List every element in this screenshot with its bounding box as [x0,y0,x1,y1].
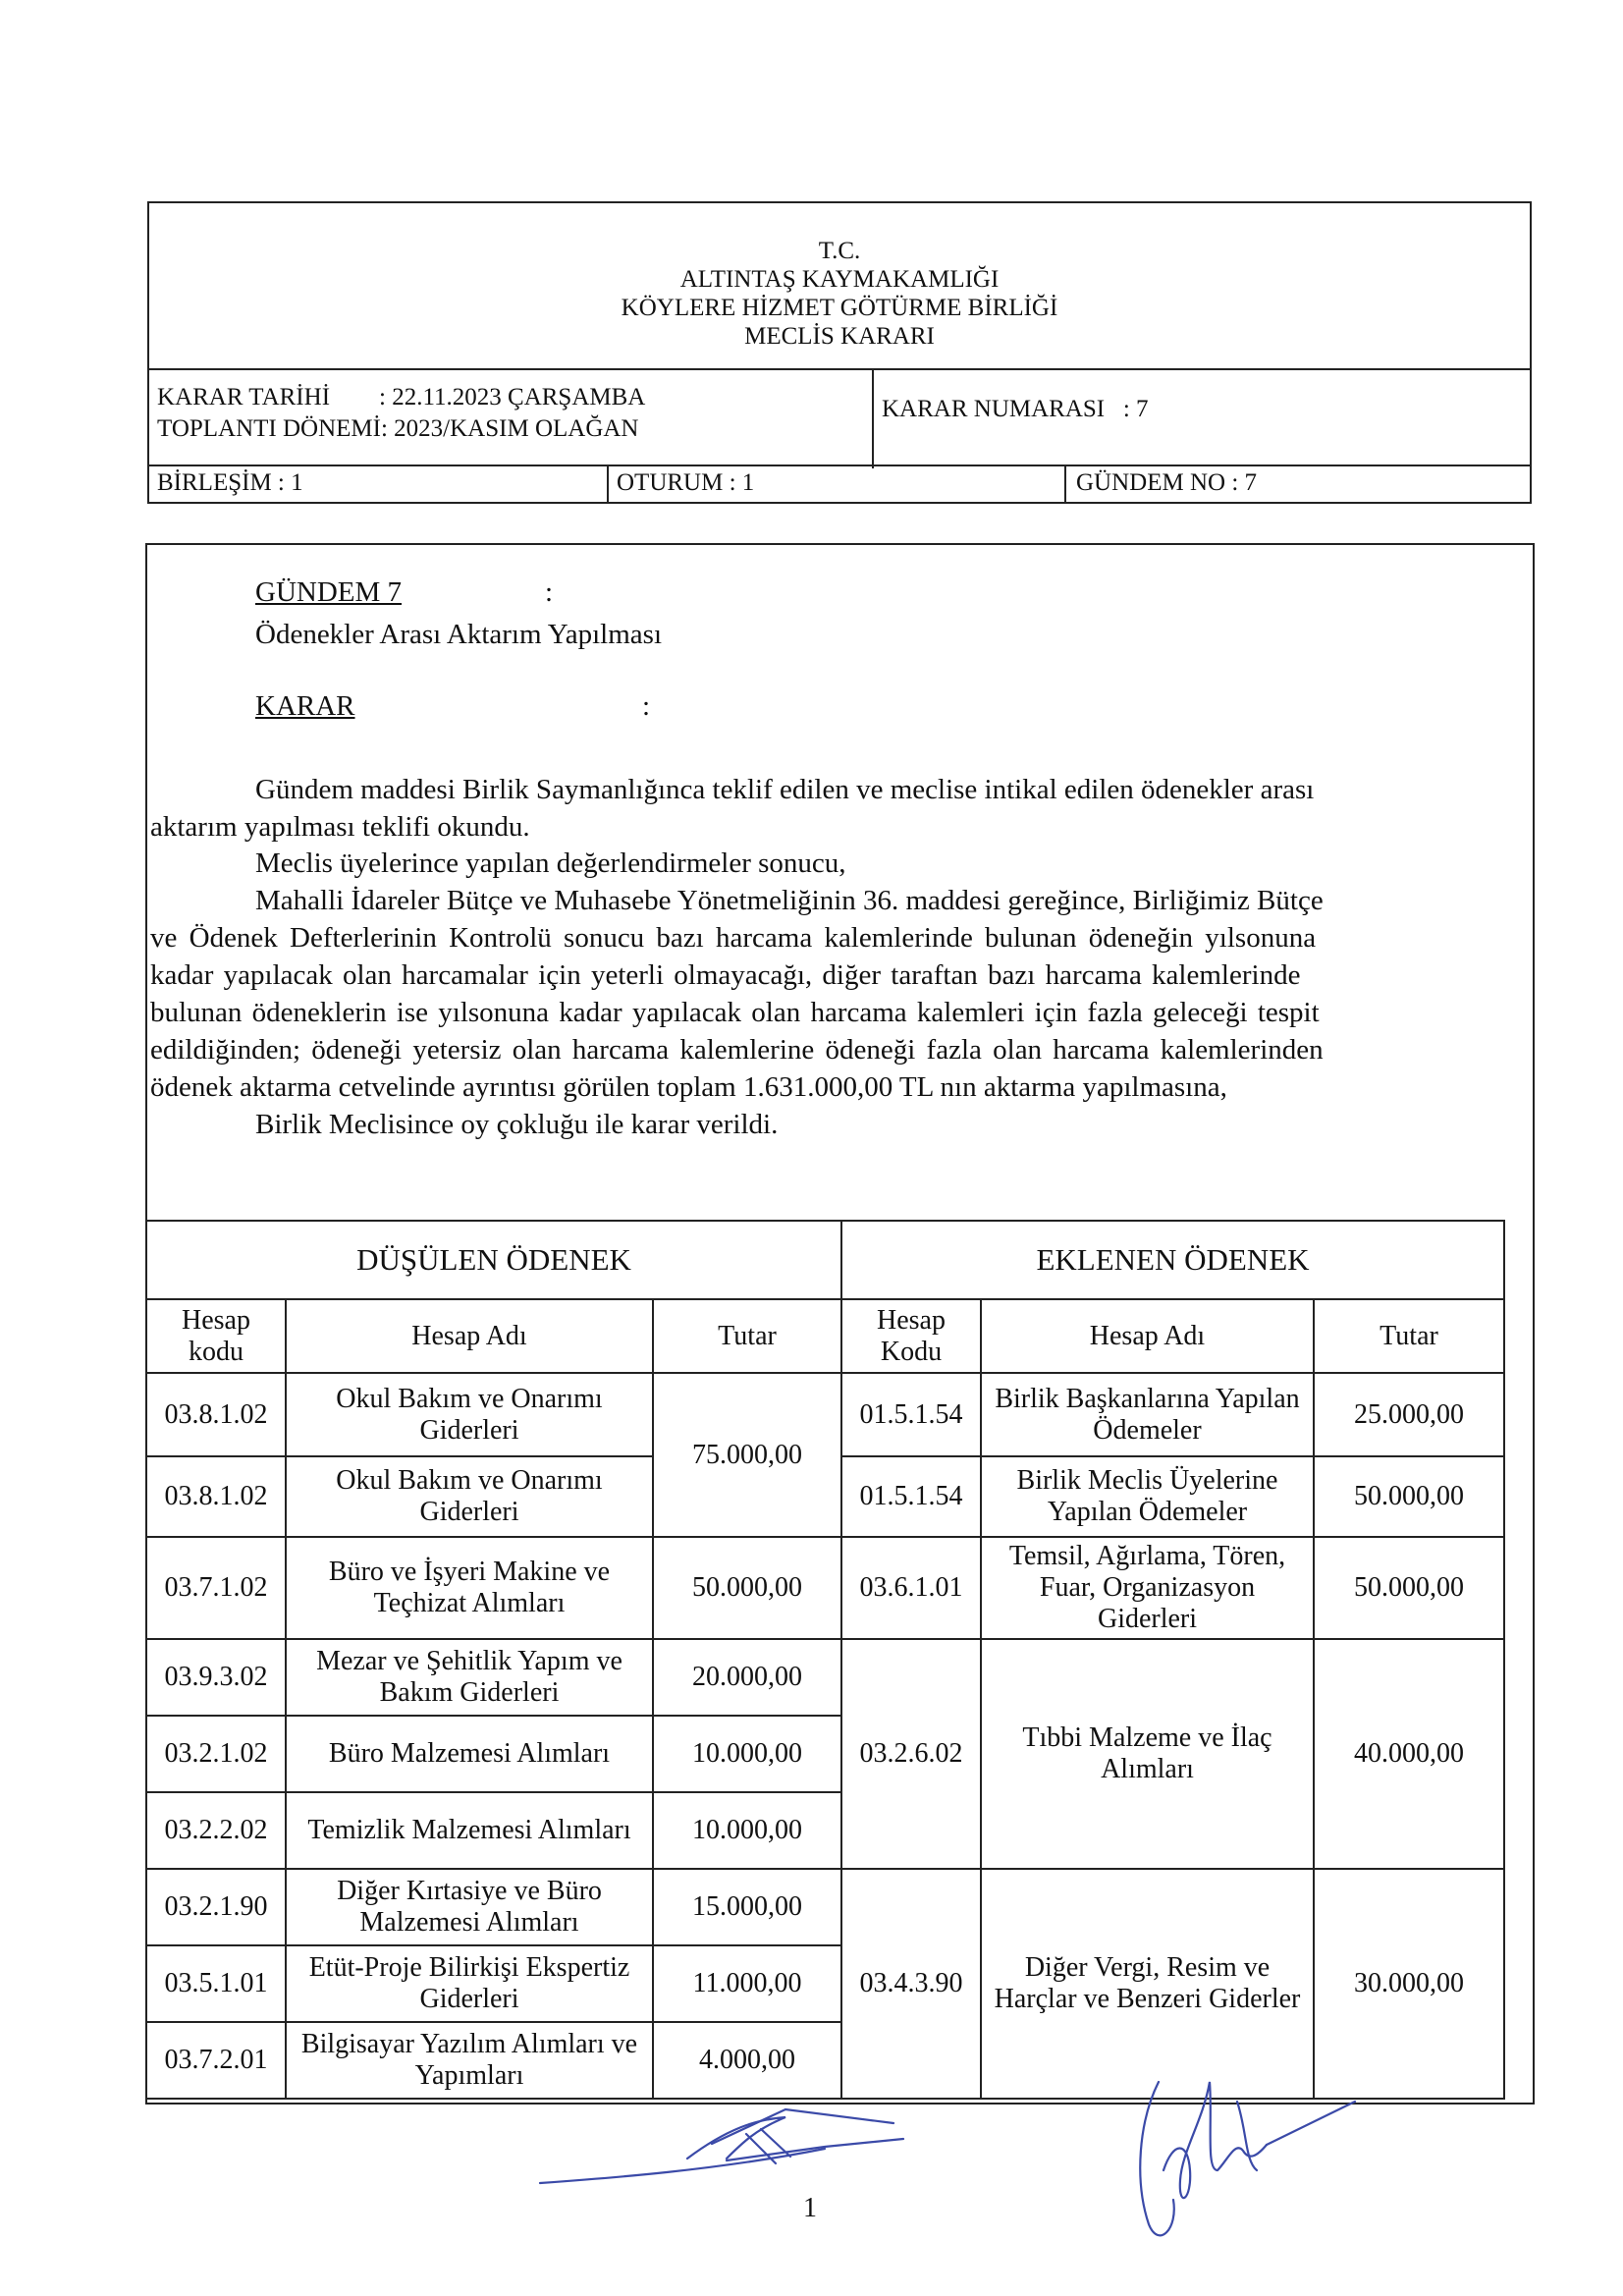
table-row [146,1373,1504,1456]
right-code: 01.5.1.54 [841,1373,981,1456]
left-name: Büro Malzemesi Alımları [286,1716,653,1792]
title-birlik: KÖYLERE HİZMET GÖTÜRME BİRLİĞİ [621,295,1058,321]
right-name: Birlik Meclis Üyelerine Yapılan Ödemeler [981,1456,1314,1537]
right-amount: 50.000,00 [1314,1456,1504,1537]
left-code: 03.7.2.01 [146,2022,286,2099]
paragraph-4: Birlik Meclisince oy çokluğu ile karar verildi. [255,1109,779,1140]
col-header-code: Hesap kodu [146,1299,286,1373]
paragraph-3b: ve Ödenek Defterlerinin Kontrolü sonucu bazı harcama kalemlerinde bulunan ödeneğin yılsonuna [150,922,1317,954]
left-code: 03.5.1.01 [146,1945,286,2022]
col-header-name: Hesap Adı [286,1299,653,1373]
left-amount: 4.000,00 [653,2022,841,2099]
left-code: 03.2.1.02 [146,1716,286,1792]
paragraph-3d: bulunan ödeneklerin ise yılsonuna kadar yapılacak olan harcama kalemleri için fazla geleceği tespit [150,997,1320,1028]
left-name: Mezar ve Şehitlik Yapım ve Bakım Giderleri [286,1639,653,1716]
col-header-code: Hesap Kodu [841,1299,981,1373]
toplanti-donemi: TOPLANTI DÖNEMİ: 2023/KASIM OLAĞAN [157,415,639,442]
right-code: 03.4.3.90 [841,1869,981,2099]
col-header-amount: Tutar [653,1299,841,1373]
left-amount: 10.000,00 [653,1716,841,1792]
right-code: 03.2.6.02 [841,1639,981,1869]
title-kaymakamlik: ALTINTAŞ KAYMAKAMLIĞI [679,266,1000,293]
appropriation-transfer-table [145,1220,1505,2100]
right-code: 03.6.1.01 [841,1537,981,1639]
right-amount: 50.000,00 [1314,1537,1504,1639]
table-row [146,1639,1504,1716]
left-amount: 50.000,00 [653,1537,841,1639]
left-name: Diğer Kırtasiye ve Büro Malzemesi Alımları [286,1869,653,1945]
left-name: Okul Bakım ve Onarımı Giderleri [286,1373,653,1456]
left-name: Büro ve İşyeri Makine ve Teçhizat Alımları [286,1537,653,1639]
left-amount: 15.000,00 [653,1869,841,1945]
left-code: 03.2.2.02 [146,1792,286,1869]
left-code: 03.8.1.02 [146,1456,286,1537]
gundem-no: GÜNDEM NO : 7 [1076,469,1258,496]
left-amount: 10.000,00 [653,1792,841,1869]
gundem-heading: GÜNDEM 7 : [255,576,553,608]
left-amount: 75.000,00 [653,1373,841,1537]
paragraph-1a: Gündem maddesi Birlik Saymanlığınca teklif edilen ve meclise intikal edilen ödenekler arası [255,774,1315,805]
decision-date-block [157,382,645,445]
right-name: Diğer Vergi, Resim ve Harçlar ve Benzeri Giderler [981,1869,1314,2099]
gundem-title: Ödenekler Arası Aktarım Yapılması [255,619,663,650]
karar-tarihi: KARAR TARİHİ : 22.11.2023 ÇARŞAMBA [157,384,646,410]
left-code: 03.2.1.90 [146,1869,286,1945]
karar-heading: KARAR : [255,690,650,722]
title-tc: T.C. [818,238,861,264]
left-amount: 11.000,00 [653,1945,841,2022]
section-title-added: EKLENEN ÖDENEK [841,1221,1504,1299]
page-number: 1 [803,2193,817,2223]
table-row [146,1869,1504,1945]
table-row [146,1537,1504,1639]
right-amount: 30.000,00 [1314,1869,1504,2099]
col-header-name: Hesap Adı [981,1299,1314,1373]
signature-right [1119,2062,1365,2259]
session-row [149,465,1530,502]
left-code: 03.8.1.02 [146,1373,286,1456]
left-name: Bilgisayar Yazılım Alımları ve Yapımları [286,2022,653,2099]
left-code: 03.7.1.02 [146,1537,286,1639]
left-name: Etüt-Proje Bilirkişi Ekspertiz Giderleri [286,1945,653,2022]
paragraph-3a: Mahalli İdareler Bütçe ve Muhasebe Yönetmeliğinin 36. maddesi gereğince, Birliğimiz Bütçe [255,885,1324,916]
signature-left [530,2090,943,2198]
section-title-decreased: DÜŞÜLEN ÖDENEK [146,1221,841,1299]
oturum: OTURUM : 1 [617,469,755,496]
paragraph-1b: aktarım yapılması teklifi okundu. [150,811,530,843]
birlesim: BİRLEŞİM : 1 [157,469,303,496]
left-code: 03.9.3.02 [146,1639,286,1716]
title-meclis-karari: MECLİS KARARI [744,323,935,350]
left-name: Okul Bakım ve Onarımı Giderleri [286,1456,653,1537]
institution-titles [149,237,1530,351]
paragraph-3e: edildiğinden; ödeneği yetersiz olan harcama kalemlerine ödeneği fazla olan harcama kalemlerinden [150,1034,1324,1066]
paragraph-3f: ödenek aktarma cetvelinde ayrıntısı görülen toplam 1.631.000,00 TL nın aktarma yapılmasına, [150,1071,1227,1103]
decision-meta-row [149,368,1530,468]
right-name: Temsil, Ağırlama, Tören, Fuar, Organizasyon Giderleri [981,1537,1314,1639]
divider [1064,466,1066,502]
right-amount: 40.000,00 [1314,1639,1504,1869]
col-header-amount: Tutar [1314,1299,1504,1373]
paragraph-2: Meclis üyelerince yapılan değerlendirmeler sonucu, [255,847,846,879]
karar-numarasi: KARAR NUMARASI : 7 [872,370,1149,468]
right-name: Tıbbi Malzeme ve İlaç Alımları [981,1639,1314,1869]
right-amount: 25.000,00 [1314,1373,1504,1456]
right-name: Birlik Başkanlarına Yapılan Ödemeler [981,1373,1314,1456]
right-code: 01.5.1.54 [841,1456,981,1537]
left-amount: 20.000,00 [653,1639,841,1716]
decision-header [147,201,1532,504]
divider [607,466,609,502]
left-name: Temizlik Malzemesi Alımları [286,1792,653,1869]
paragraph-3c: kadar yapılacak olan harcamalar için yeterli olmayacağı, diğer taraftan bazı harcama kalemlerinde [150,959,1301,991]
